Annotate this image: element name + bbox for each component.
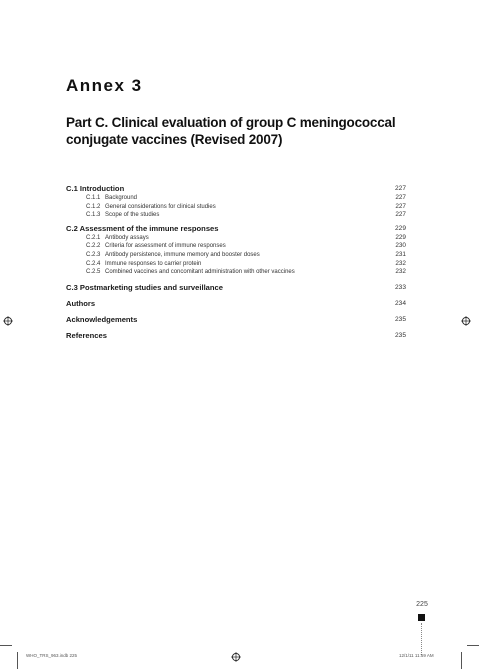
toc-label: General considerations for clinical studies <box>105 203 216 210</box>
slug-date: 12/1/11 11:59 AM <box>399 653 434 658</box>
toc-label: C.1 Introduction <box>66 184 125 193</box>
toc-entry <box>66 283 406 293</box>
crop-mark <box>0 645 12 646</box>
toc-page: 227 <box>394 185 406 192</box>
toc-page: 232 <box>395 268 406 276</box>
toc-label: Background <box>105 195 138 201</box>
toc-number: C.1.2 <box>86 203 101 210</box>
toc-page: 229 <box>394 224 406 232</box>
toc-page: 235 <box>394 331 406 339</box>
annex-title: Annex 3 <box>66 76 143 95</box>
toc-label: Authors <box>66 298 96 308</box>
toc-subentry <box>66 242 406 251</box>
crosshair-circle-icon <box>461 316 471 326</box>
toc-entry <box>66 331 406 341</box>
toc-page: 227 <box>395 202 406 210</box>
toc-page: 232 <box>395 259 406 267</box>
toc-number: C.1.1 <box>86 195 101 201</box>
crop-mark <box>467 645 479 646</box>
black-square-icon <box>418 614 425 621</box>
toc-page: 235 <box>394 315 406 323</box>
toc-number: C.1.3 <box>86 212 101 219</box>
toc-entry <box>66 299 406 309</box>
toc-page: 231 <box>395 250 406 258</box>
toc-page: 233 <box>394 283 406 291</box>
toc-subentry <box>66 211 406 220</box>
toc-label: Criteria for assessment of immune responses <box>105 243 226 250</box>
toc-label: Immune responses to carrier protein <box>105 260 202 267</box>
toc-subentry <box>66 268 406 277</box>
toc-subentry <box>66 251 406 260</box>
toc-subentry <box>66 194 406 203</box>
toc-number: C.2.3 <box>86 251 101 258</box>
part-title: Part C. Clinical evaluation of group C meningococcal conjugate vaccines (Revised 2007) <box>66 115 396 147</box>
toc-entry <box>66 224 406 234</box>
trim-guide <box>421 623 422 655</box>
toc-number: C.2.1 <box>86 234 101 241</box>
toc-number: C.2.4 <box>86 260 101 267</box>
crop-mark <box>17 652 18 669</box>
toc-label: C.3 Postmarketing studies and surveillance <box>66 282 223 292</box>
toc-label: Scope of the studies <box>105 212 160 219</box>
toc-label: Combined vaccines and concomitant administration with other vaccines <box>105 269 295 276</box>
table-of-contents <box>66 184 406 341</box>
toc-page: 227 <box>395 211 406 219</box>
toc-label: Antibody assays <box>105 234 149 241</box>
slug-file: WHO_TRS_963.indb 225 <box>26 653 78 658</box>
toc-page: 229 <box>395 233 406 241</box>
toc-label: Antibody persistence, immune memory and booster doses <box>105 251 260 258</box>
toc-entry <box>66 184 406 194</box>
toc-subentry <box>66 260 406 269</box>
toc-subentry <box>66 203 406 212</box>
crosshair-circle-icon <box>231 652 241 662</box>
toc-entry <box>66 315 406 325</box>
toc-number: C.2.2 <box>86 243 101 250</box>
toc-subentry <box>66 234 406 243</box>
toc-page: 227 <box>395 194 406 201</box>
toc-number: C.2.5 <box>86 269 101 276</box>
toc-page: 234 <box>394 299 406 307</box>
toc-label: References <box>66 330 107 340</box>
page-number: 225 <box>416 601 428 608</box>
toc-label: Acknowledgements <box>66 314 138 324</box>
crop-mark <box>461 652 462 669</box>
toc-page: 230 <box>395 242 406 250</box>
toc-label: C.2 Assessment of the immune responses <box>66 223 219 233</box>
crosshair-circle-icon <box>3 316 13 326</box>
